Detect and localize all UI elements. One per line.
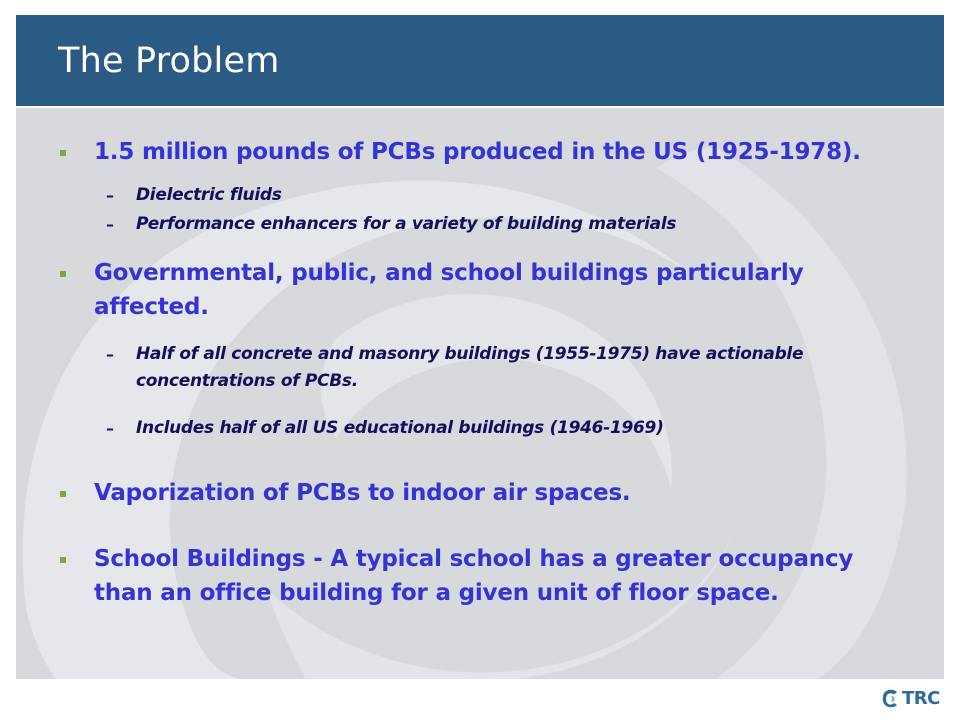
sub-bullet-text: Half of all concrete and masonry buildings (1955-1975) have actionable concentrations of PCBs. [136,344,804,391]
slide-title: The Problem [58,41,280,81]
sub-bullet-text: Dielectric fluids [136,185,282,205]
sub-bullet-dash: – [106,419,114,438]
sub-bullet-text: Includes half of all US educational buildings (1946-1969) [136,418,664,438]
logo-text: TRC [902,688,940,709]
bullet-list [16,108,944,679]
bullet-text: Governmental, public, and school buildings particularly affected. [94,260,804,320]
sub-bullet-text: Performance enhancers for a variety of building materials [136,214,677,234]
bullet-marker [60,557,66,563]
title-bar [16,15,944,106]
bullet-text: School Buildings - A typical school has a greater occupancy than an office building for a given unit of floor space. [94,546,854,606]
sub-bullet-dash: – [106,186,114,205]
trc-logo [880,686,950,712]
bullet-marker [60,271,66,277]
bullet-text: 1.5 million pounds of PCBs produced in the US (1925-1978). [94,139,861,165]
bullet-text: Vaporization of PCBs to indoor air spaces. [94,480,631,506]
bullet-marker [60,150,66,156]
sub-bullet-dash: – [106,215,114,234]
bullet-marker [60,491,66,497]
sub-bullet-dash: – [106,345,114,364]
content-panel [16,108,944,679]
trc-swirl-icon [880,687,902,711]
